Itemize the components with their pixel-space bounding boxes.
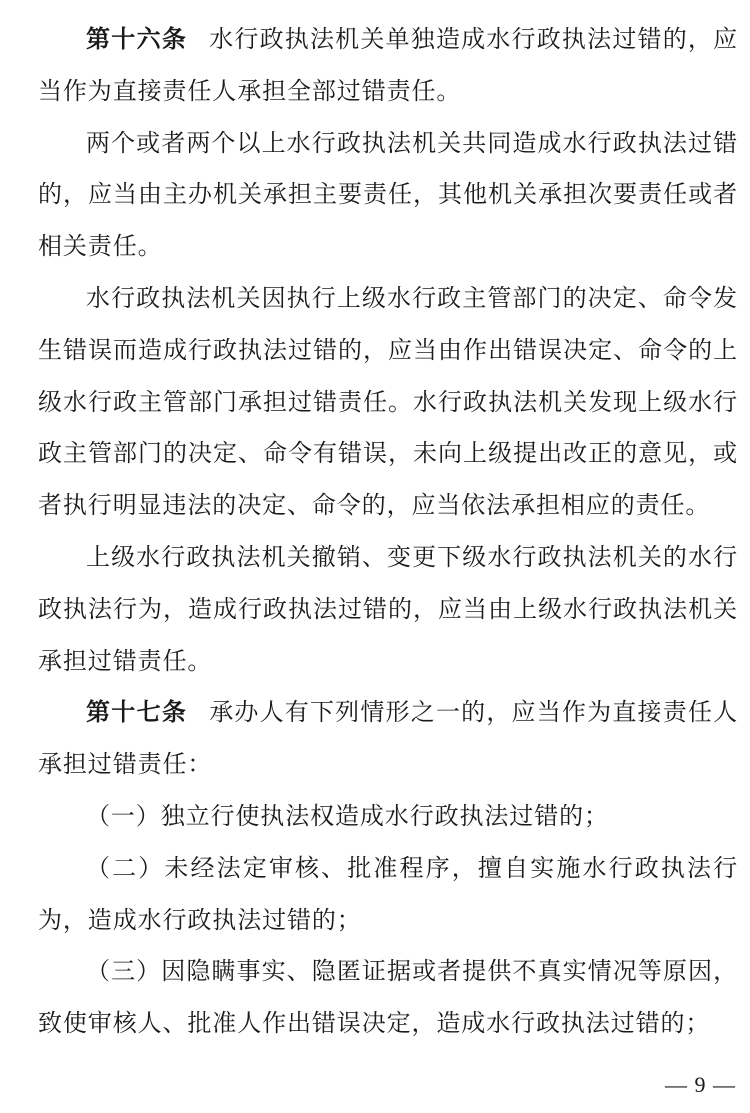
paragraph-text: 水行政执法机关单独造成水行政执法过错的，应当作为直接责任人承担全部过错责任。: [38, 25, 738, 105]
list-item-1: [38, 791, 738, 843]
paragraph-text: （一）独立行使执法权造成水行政执法过错的；: [86, 801, 609, 830]
article-heading: 第十七条: [86, 698, 188, 727]
article-heading: 第十六条: [86, 25, 188, 53]
page-number: — 9 —: [665, 1072, 736, 1097]
list-item-2: [38, 843, 738, 947]
paragraph-text: （二）未经法定审核、批准程序，擅自实施水行政执法行为，造成水行政执法过错的；: [38, 853, 738, 934]
paragraph-text: 承办人有下列情形之一的，应当作为直接责任人承担过错责任：: [38, 698, 738, 779]
paragraph-superior-revocation: [38, 532, 738, 687]
paragraph-article-16: [38, 14, 738, 118]
paragraph-text: 水行政执法机关因执行上级水行政主管部门的决定、命令发生错误而造成行政执法过错的，应当由作出错误决定、命令的上级水行政主管部门承担过错责任。水行政执法机关发现上级水行政主管部门的决定、命令有错误，未向上级提出改正的意见，或者执行明显违法的决定、命令的，应当依法承担相应的责任。: [38, 283, 738, 520]
paragraph-superior-decision: [38, 273, 738, 532]
paragraph-text: （三）因隐瞒事实、隐匿证据或者提供不真实情况等原因，致使审核人、批准人作出错误决定，造成水行政执法过错的；: [38, 957, 738, 1038]
paragraph-joint-liability: [38, 118, 738, 273]
paragraph-article-17: [38, 687, 738, 791]
paragraph-text: 两个或者两个以上水行政执法机关共同造成水行政执法过错的，应当由主办机关承担主要责任，其他机关承担次要责任或者相关责任。: [38, 128, 738, 261]
list-item-3: [38, 946, 738, 1050]
document-body: [38, 14, 738, 1050]
paragraph-text: 上级水行政执法机关撤销、变更下级水行政执法机关的水行政执法行为，造成行政执法过错的，应当由上级水行政执法机关承担过错责任。: [38, 542, 738, 675]
